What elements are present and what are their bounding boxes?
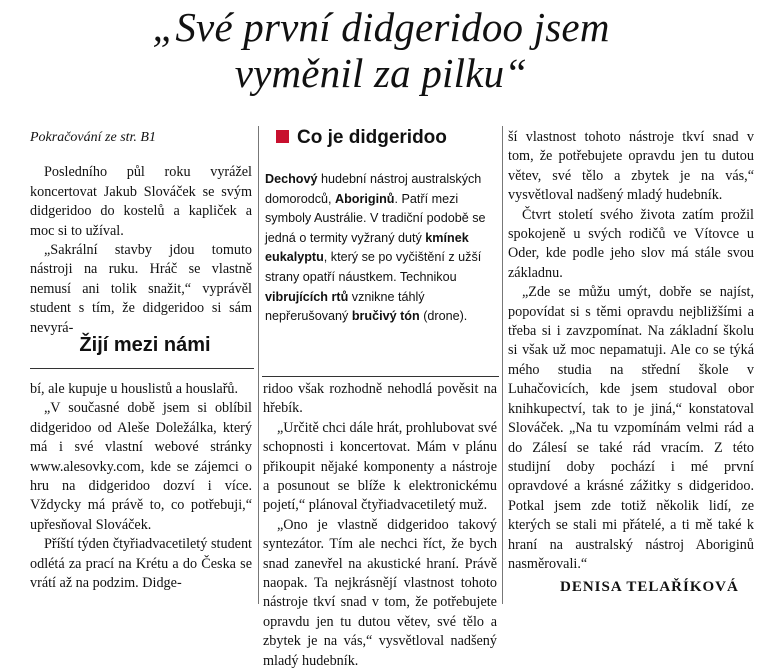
- box-title: [276, 126, 447, 150]
- paragraph: „V současné době jsem si oblíbil didgeridoo od Aleše Doležálka, který má i své vlastní webové stránky www.alesovky.com, kde se zájemci o hru na didgeridoo dozví i více. Vždycky má právě to, co potřebuji,“ upřesňoval Slováček.: [30, 400, 252, 533]
- paragraph: „Zde se můžu umýt, dobře se najíst, popovídat si s těmi opravdu nejbližšími a třeba si i zavzpomínat. Na základní školu si však už moc nepamatuji. Ale co se týká mého studia na střední škole v Luhačovicích, kde jsem studoval obor knihkupectví, tak to je jiná,“ konstatoval Slováček. „Na tu vzpomínám velmi rád a do Zálesí se také rád vracím. Z této studijní doby pochází i mé první opravdové a krásné zážitky s didgeridoo. Potkal jsem zde totiž několik lidí, ze kterých se stali mi přátelé, a ti mě také k hraní na australský nástroj Aboriginů nasměrovali.“: [508, 284, 754, 572]
- key-term: Aboriginů: [335, 191, 395, 206]
- paragraph: Příští týden čtyřiadvacetiletý student odlétá za prací na Krétu a do Česka se vrátí až na podzim. Didge-: [30, 536, 252, 592]
- source-note: Pokračování ze str. B1: [30, 130, 156, 145]
- box-text-run: hudební nástroj australských domorodců,: [265, 172, 482, 206]
- paragraph: „Ono je vlastně didgeridoo takový syntezátor. Tím ale nechci říct, že bych snad zanevřel na akustické hraní. Právě naopak. Ta nejkrásnějí vlastnost tohoto nástroje tkví snad v tom, že potřebujete opravdu jen tu dutou větev, své tělo a zbytek je na vás,“ vysvětloval nadšený mladý hudebník.: [263, 516, 497, 669]
- box-text-run: . Patří mezi symboly Austrálie. V tradiční podobě se jedná o termity vyžraný dutý: [265, 191, 486, 245]
- subhead: Žijí mezi námi: [79, 334, 211, 356]
- box-text-run: vznikne táhlý nepřerušovaný: [265, 289, 425, 324]
- paragraph: „Sakrální stavby jdou tomuto nástroji na ruku. Hráč se vlastně nemusí ani tolik snažit,“ vyprávěl student s tím, že didgeridoo si sám nevyrá-: [30, 242, 252, 336]
- box-text-run: , který se po vyčištění z užší strany opatří náustkem. Technikou: [265, 250, 482, 284]
- paragraph: ridoo však rozhodně nehodlá pověsit na hřebík.: [263, 381, 497, 417]
- box-text-run: (drone).: [419, 309, 468, 324]
- column-2-bottom: [263, 380, 497, 669]
- subhead-rule: [30, 368, 254, 369]
- box-text: [265, 170, 493, 327]
- column-1-top: [30, 128, 252, 338]
- box-title-text: Co je didgeridoo: [297, 127, 447, 148]
- column-1-bottom: [30, 380, 252, 593]
- headline: [0, 4, 762, 96]
- column-3: [508, 128, 754, 574]
- headline-line-2: vyměnil za pilku“: [234, 50, 528, 96]
- author-byline: DENISA TELAŘÍKOVÁ: [560, 579, 739, 595]
- box-bottom-rule: [262, 376, 499, 377]
- red-square-icon: [276, 130, 289, 143]
- paragraph: Čtvrt století svého života zatím prožil spokojeně u svých rodičů ve Vítovce u Oder, kde podle jeho slov má stále svou základnu.: [508, 206, 754, 281]
- paragraph: Posledního půl roku vyrážel koncertovat Jakub Slováček se svým didgeridoo do kostelů a kapliček a moc si to užíval.: [30, 164, 252, 239]
- column-rule-2: [502, 126, 503, 604]
- key-term: bručivý tón: [351, 309, 420, 324]
- key-term: kmínek eukalyptu: [265, 230, 469, 265]
- column-rule-1: [258, 126, 259, 604]
- key-term: Dechový: [265, 172, 318, 186]
- headline-line-1: „Své první didgeridoo jsem: [152, 4, 610, 50]
- paragraph: bí, ale kupuje u houslistů a houslařů.: [30, 381, 239, 397]
- key-term: vibrujících rtů: [265, 289, 349, 304]
- paragraph: „Určitě chci dále hrát, prohlubovat své schopnosti i koncertovat. Mám v plánu přikoupit nějaké komponenty a nástroje a posunout se blíže k elektronickému pojetí,“ plánoval čtyřiadvacetiletý muž.: [263, 419, 497, 514]
- paragraph: ší vlastnost tohoto nástroje tkví snad v tom, že potřebujete opravdu jen tu dutou větev, své tělo a zbytek je na vás,“ vysvětloval nadšený mladý hudebník.: [508, 129, 754, 204]
